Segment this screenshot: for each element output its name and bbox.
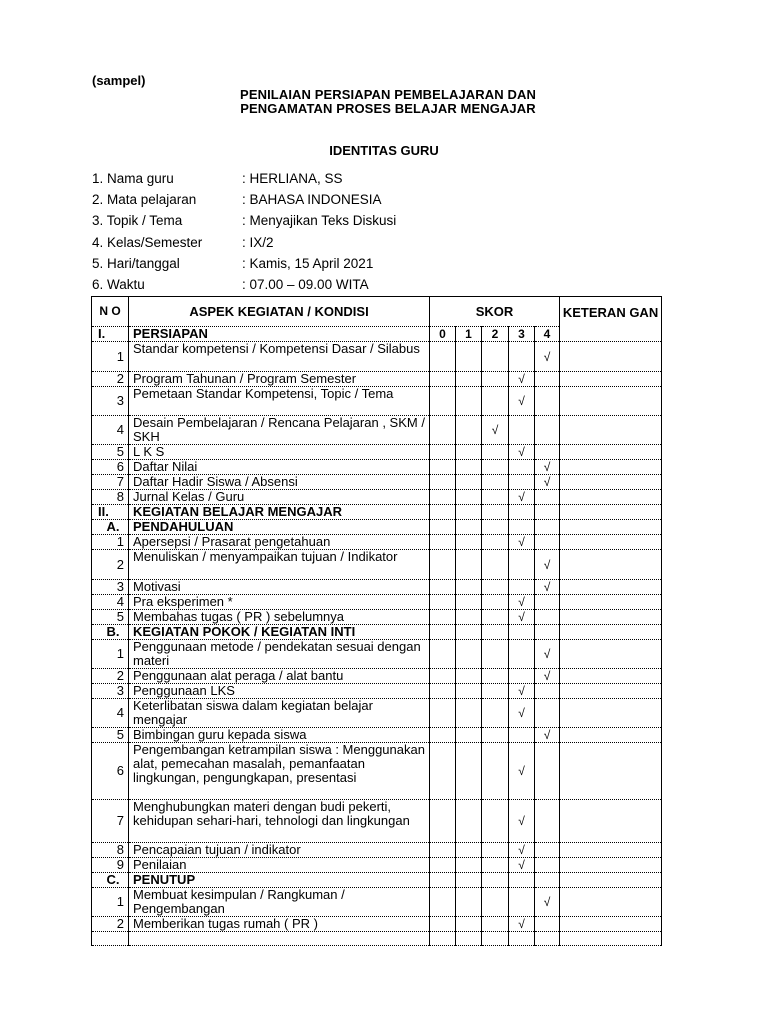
- row-number: 4: [92, 699, 129, 728]
- identity-value: : Menyajikan Teks Diskusi: [242, 213, 397, 229]
- aspect-label: Daftar Hadir Siswa / Absensi: [129, 475, 430, 490]
- score-cell: [456, 873, 482, 888]
- aspect-label: Standar kompetensi / Kompetensi Dasar / Silabus: [129, 342, 430, 372]
- score-cell: [509, 460, 535, 475]
- remark-cell: [560, 873, 662, 888]
- score-cell: [430, 445, 456, 460]
- score-cell: [509, 888, 535, 917]
- check-mark: √: [509, 858, 535, 873]
- check-mark: √: [535, 342, 560, 372]
- remark-cell: [560, 475, 662, 490]
- row-number: 2: [92, 917, 129, 932]
- check-mark: √: [509, 595, 535, 610]
- score-cell: [456, 416, 482, 445]
- score-cell: [535, 699, 560, 728]
- identity-value: : Kamis, 15 April 2021: [242, 255, 374, 271]
- row-number: 3: [92, 684, 129, 699]
- table-row: [92, 445, 662, 460]
- score-cell: [509, 342, 535, 372]
- section-row: [92, 625, 662, 640]
- score-cell: [456, 490, 482, 505]
- aspect-label: Desain Pembelajaran / Rencana Pelajaran , SKM / SKH: [129, 416, 430, 445]
- check-mark: √: [509, 684, 535, 699]
- row-number: 7: [92, 475, 129, 490]
- score-cell: [430, 640, 456, 669]
- score-cell: [456, 595, 482, 610]
- table-row: [92, 387, 662, 416]
- remark-cell: [560, 550, 662, 580]
- assessment-table: [91, 296, 662, 946]
- score-cell: [430, 416, 456, 445]
- row-number: 9: [92, 858, 129, 873]
- row-number: 5: [92, 445, 129, 460]
- section-title: PENDAHULUAN: [129, 520, 430, 535]
- aspect-label: Membuat kesimpulan / Rangkuman / Pengembangan: [129, 888, 430, 917]
- section-title: PENUTUP: [129, 873, 430, 888]
- score-cell: [482, 460, 509, 475]
- score-cell: [535, 416, 560, 445]
- score-cell: [509, 550, 535, 580]
- score-cell: [509, 580, 535, 595]
- score-cell: [456, 372, 482, 387]
- score-cell: [430, 580, 456, 595]
- score-cell: [456, 800, 482, 843]
- table-row: [92, 843, 662, 858]
- aspect-label: Pemetaan Standar Kompetensi, Topic / Tema: [129, 387, 430, 416]
- remark-cell: [560, 342, 662, 372]
- remark-cell: [560, 520, 662, 535]
- row-number: 6: [92, 460, 129, 475]
- table-row: [92, 550, 662, 580]
- remark-cell: [560, 625, 662, 640]
- score-cell: [456, 625, 482, 640]
- score-cell: [535, 490, 560, 505]
- check-mark: √: [535, 888, 560, 917]
- table-row: [92, 595, 662, 610]
- score-cell: [482, 445, 509, 460]
- score-cell: [456, 610, 482, 625]
- remark-cell: [560, 640, 662, 669]
- table-row: [92, 640, 662, 669]
- aspect-label: Keterlibatan siswa dalam kegiatan belajar mengajar: [129, 699, 430, 728]
- score-cell: [430, 699, 456, 728]
- row-number: 2: [92, 550, 129, 580]
- score-cell: [456, 475, 482, 490]
- table-row: [92, 610, 662, 625]
- aspect-label: Penggunaan alat peraga / alat bantu: [129, 669, 430, 684]
- check-mark: √: [509, 445, 535, 460]
- score-cell: [430, 917, 456, 932]
- identity-label: 5. Hari/tanggal: [92, 255, 180, 271]
- score-cell: [535, 445, 560, 460]
- score-cell: [482, 684, 509, 699]
- row-number: 1: [92, 888, 129, 917]
- table-row: [92, 684, 662, 699]
- aspect-label: Bimbingan guru kepada siswa: [129, 728, 430, 743]
- score-cell: [482, 372, 509, 387]
- score-cell: [430, 728, 456, 743]
- score-cell: [430, 873, 456, 888]
- aspect-label: Daftar Nilai: [129, 460, 430, 475]
- score-cell: [482, 625, 509, 640]
- aspect-label: Jurnal Kelas / Guru: [129, 490, 430, 505]
- score-cell: [535, 610, 560, 625]
- score-cell: [456, 445, 482, 460]
- remark-cell: [560, 416, 662, 445]
- score-cell: [535, 873, 560, 888]
- table-row: [92, 888, 662, 917]
- score-cell: [535, 595, 560, 610]
- check-mark: √: [509, 800, 535, 843]
- aspect-label: L K S: [129, 445, 430, 460]
- score-cell: [456, 858, 482, 873]
- score-cell: [430, 858, 456, 873]
- check-mark: √: [509, 917, 535, 932]
- score-cell: [535, 684, 560, 699]
- row-number: A.: [92, 520, 129, 535]
- remark-cell: [560, 917, 662, 932]
- check-mark: √: [535, 580, 560, 595]
- aspect-label: Penilaian: [129, 858, 430, 873]
- score-cell: [430, 520, 456, 535]
- remark-cell: [560, 490, 662, 505]
- table-row: [92, 743, 662, 800]
- score-cell: [509, 728, 535, 743]
- table-row: [92, 669, 662, 684]
- score-cell: [456, 888, 482, 917]
- score-cell: [482, 387, 509, 416]
- row-number: 8: [92, 490, 129, 505]
- score-cell: [430, 684, 456, 699]
- check-mark: √: [509, 843, 535, 858]
- score-cell: [430, 800, 456, 843]
- remark-cell: [560, 843, 662, 858]
- score-cell: [482, 743, 509, 800]
- remark-cell: [560, 728, 662, 743]
- sample-label: (sampel): [92, 73, 146, 88]
- aspect-label: Membahas tugas ( PR ) sebelumnya: [129, 610, 430, 625]
- identity-heading: IDENTITAS GURU: [329, 143, 439, 158]
- row-number: C.: [92, 873, 129, 888]
- aspect-label: Penggunaan metode / pendekatan sesuai dengan materi: [129, 640, 430, 669]
- score-cell: [456, 843, 482, 858]
- score-cell: [509, 932, 535, 946]
- score-cell: [430, 932, 456, 946]
- score-cell: [430, 843, 456, 858]
- score-cell: [456, 728, 482, 743]
- score-cell: [430, 475, 456, 490]
- identity-label: 6. Waktu: [92, 276, 145, 292]
- score-cell: [430, 342, 456, 372]
- score-cell: [535, 858, 560, 873]
- score-cell: [430, 743, 456, 800]
- score-cell: [430, 550, 456, 580]
- table-row: [92, 917, 662, 932]
- score-cell: [456, 932, 482, 946]
- score-cell: [535, 800, 560, 843]
- check-mark: √: [509, 699, 535, 728]
- score-cell: [430, 387, 456, 416]
- score-cell: [482, 520, 509, 535]
- remark-cell: [560, 888, 662, 917]
- aspect-label: Penggunaan LKS: [129, 684, 430, 699]
- row-number: 5: [92, 728, 129, 743]
- score-cell: [535, 743, 560, 800]
- row-number: 3: [92, 580, 129, 595]
- remark-cell: [560, 699, 662, 728]
- score-cell: [535, 387, 560, 416]
- score-cell: [535, 535, 560, 550]
- score-cell: [482, 932, 509, 946]
- score-cell: [509, 520, 535, 535]
- table-row: [92, 728, 662, 743]
- score-cell: [456, 743, 482, 800]
- teacher-identity: [92, 168, 396, 295]
- score-cell: [509, 475, 535, 490]
- identity-value: : IX/2: [242, 234, 274, 250]
- table-row: [92, 800, 662, 843]
- check-mark: √: [509, 535, 535, 550]
- row-number: 8: [92, 843, 129, 858]
- score-cell: [509, 873, 535, 888]
- table-row: [92, 858, 662, 873]
- check-mark: √: [535, 460, 560, 475]
- score-cell: [430, 669, 456, 684]
- score-cell: [456, 669, 482, 684]
- score-cell: [430, 490, 456, 505]
- document-title-line1: PENILAIAN PERSIAPAN PEMBELAJARAN DAN: [240, 87, 536, 102]
- score-column-header: 4: [535, 327, 560, 342]
- table-row: [92, 490, 662, 505]
- remark-cell: [560, 595, 662, 610]
- score-cell: [482, 535, 509, 550]
- identity-value: : 07.00 – 09.00 WITA: [242, 276, 369, 292]
- row-number: 4: [92, 416, 129, 445]
- row-number: II.: [92, 505, 129, 520]
- remark-cell: [560, 684, 662, 699]
- section-row: [92, 873, 662, 888]
- aspect-label: Program Tahunan / Program Semester: [129, 372, 430, 387]
- score-cell: [535, 625, 560, 640]
- aspect-label: Pencapaian tujuan / indikator: [129, 843, 430, 858]
- remark-cell: [560, 505, 662, 520]
- check-mark: √: [535, 475, 560, 490]
- row-number: 1: [92, 640, 129, 669]
- check-mark: √: [509, 490, 535, 505]
- score-column-header: 1: [456, 327, 482, 342]
- score-cell: [509, 505, 535, 520]
- section-row: [92, 520, 662, 535]
- aspect-label: Menuliskan / menyampaikan tujuan / Indikator: [129, 550, 430, 580]
- score-cell: [509, 416, 535, 445]
- table-row: [92, 416, 662, 445]
- table-row: [92, 699, 662, 728]
- check-mark: √: [482, 416, 509, 445]
- score-cell: [456, 550, 482, 580]
- table-row: [92, 460, 662, 475]
- document-title-line2: PENGAMATAN PROSES BELAJAR MENGAJAR: [240, 101, 536, 116]
- check-mark: √: [509, 387, 535, 416]
- table-row: [92, 342, 662, 372]
- table-row: [92, 535, 662, 550]
- col-header-score: SKOR: [430, 297, 560, 327]
- row-number: [92, 932, 129, 946]
- row-number: 7: [92, 800, 129, 843]
- score-cell: [482, 917, 509, 932]
- row-number: 3: [92, 387, 129, 416]
- score-cell: [482, 858, 509, 873]
- row-number: 2: [92, 372, 129, 387]
- check-mark: √: [535, 550, 560, 580]
- remark-cell: [560, 372, 662, 387]
- row-number: 1: [92, 535, 129, 550]
- remark-cell: [560, 743, 662, 800]
- score-cell: [430, 595, 456, 610]
- aspect-label: Pengembangan ketrampilan siswa : Menggunakan alat, pemecahan masalah, pemanfaatan lingkungan, pengungkapan, presentasi: [129, 743, 430, 800]
- remark-cell: [560, 535, 662, 550]
- check-mark: √: [509, 743, 535, 800]
- score-cell: [482, 728, 509, 743]
- score-cell: [482, 610, 509, 625]
- score-cell: [456, 699, 482, 728]
- remark-cell: [560, 669, 662, 684]
- score-cell: [456, 520, 482, 535]
- score-column-header: 3: [509, 327, 535, 342]
- aspect-label: [129, 932, 430, 946]
- score-cell: [456, 460, 482, 475]
- score-cell: [482, 669, 509, 684]
- score-cell: [456, 917, 482, 932]
- score-cell: [482, 699, 509, 728]
- identity-label: 1. Nama guru: [92, 171, 174, 186]
- remark-cell: [560, 580, 662, 595]
- score-cell: [482, 843, 509, 858]
- score-cell: [482, 505, 509, 520]
- score-cell: [535, 843, 560, 858]
- score-cell: [430, 372, 456, 387]
- remark-cell: [560, 610, 662, 625]
- score-cell: [482, 490, 509, 505]
- identity-value: : BAHASA INDONESIA: [242, 192, 382, 208]
- check-mark: √: [509, 372, 535, 387]
- identity-row: [92, 210, 396, 231]
- score-cell: [482, 800, 509, 843]
- score-cell: [535, 520, 560, 535]
- score-column-header: 2: [482, 327, 509, 342]
- identity-row: [92, 189, 396, 210]
- score-cell: [456, 505, 482, 520]
- col-header-no: N O: [92, 297, 129, 327]
- remark-cell: [560, 460, 662, 475]
- score-cell: [430, 610, 456, 625]
- identity-row: [92, 253, 396, 274]
- check-mark: √: [509, 610, 535, 625]
- identity-row: [92, 274, 396, 295]
- score-cell: [430, 460, 456, 475]
- table-row: [92, 475, 662, 490]
- check-mark: √: [535, 728, 560, 743]
- score-cell: [430, 505, 456, 520]
- remark-cell: [560, 858, 662, 873]
- aspect-label: Pra eksperimen *: [129, 595, 430, 610]
- check-mark: √: [535, 669, 560, 684]
- table-row: [92, 932, 662, 946]
- score-cell: [509, 625, 535, 640]
- score-cell: [430, 888, 456, 917]
- score-cell: [509, 640, 535, 669]
- row-number: 4: [92, 595, 129, 610]
- score-cell: [482, 873, 509, 888]
- remark-cell: [560, 932, 662, 946]
- score-cell: [482, 550, 509, 580]
- identity-label: 2. Mata pelajaran: [92, 192, 197, 208]
- row-number: 5: [92, 610, 129, 625]
- score-cell: [535, 917, 560, 932]
- score-cell: [456, 387, 482, 416]
- table-row: [92, 372, 662, 387]
- aspect-label: Apersepsi / Prasarat pengetahuan: [129, 535, 430, 550]
- remark-cell: [560, 387, 662, 416]
- score-cell: [509, 669, 535, 684]
- identity-label: 4. Kelas/Semester: [92, 234, 203, 250]
- check-mark: √: [535, 640, 560, 669]
- identity-label: 3. Topik / Tema: [92, 213, 183, 229]
- score-cell: [456, 640, 482, 669]
- remark-cell: [560, 445, 662, 460]
- score-cell: [535, 932, 560, 946]
- score-cell: [535, 505, 560, 520]
- row-number: 1: [92, 342, 129, 372]
- row-number: 2: [92, 669, 129, 684]
- row-number: 6: [92, 743, 129, 800]
- score-cell: [456, 342, 482, 372]
- identity-row: [92, 168, 396, 189]
- aspect-label: Menghubungkan materi dengan budi pekerti, kehidupan sehari-hari, tehnologi dan lingkungan: [129, 800, 430, 843]
- score-cell: [482, 475, 509, 490]
- aspect-label: Motivasi: [129, 580, 430, 595]
- col-header-remark: KETERAN GAN: [560, 297, 662, 342]
- col-header-aspect: ASPEK KEGIATAN / KONDISI: [129, 297, 430, 327]
- score-cell: [535, 372, 560, 387]
- table-row: [92, 580, 662, 595]
- score-cell: [430, 535, 456, 550]
- aspect-label: Memberikan tugas rumah ( PR ): [129, 917, 430, 932]
- section-title: KEGIATAN BELAJAR MENGAJAR: [129, 505, 430, 520]
- row-number: B.: [92, 625, 129, 640]
- remark-cell: [560, 800, 662, 843]
- score-cell: [456, 684, 482, 699]
- score-cell: [482, 595, 509, 610]
- section-title: PERSIAPAN: [129, 327, 430, 342]
- score-cell: [482, 580, 509, 595]
- score-cell: [430, 625, 456, 640]
- score-cell: [482, 888, 509, 917]
- section-title: KEGIATAN POKOK / KEGIATAN INTI: [129, 625, 430, 640]
- score-cell: [456, 580, 482, 595]
- score-cell: [482, 640, 509, 669]
- section-row: [92, 505, 662, 520]
- identity-row: [92, 232, 396, 253]
- row-number: I.: [92, 327, 129, 342]
- score-cell: [482, 342, 509, 372]
- score-column-header: 0: [430, 327, 456, 342]
- identity-value: : HERLIANA, SS: [242, 171, 343, 186]
- score-cell: [456, 535, 482, 550]
